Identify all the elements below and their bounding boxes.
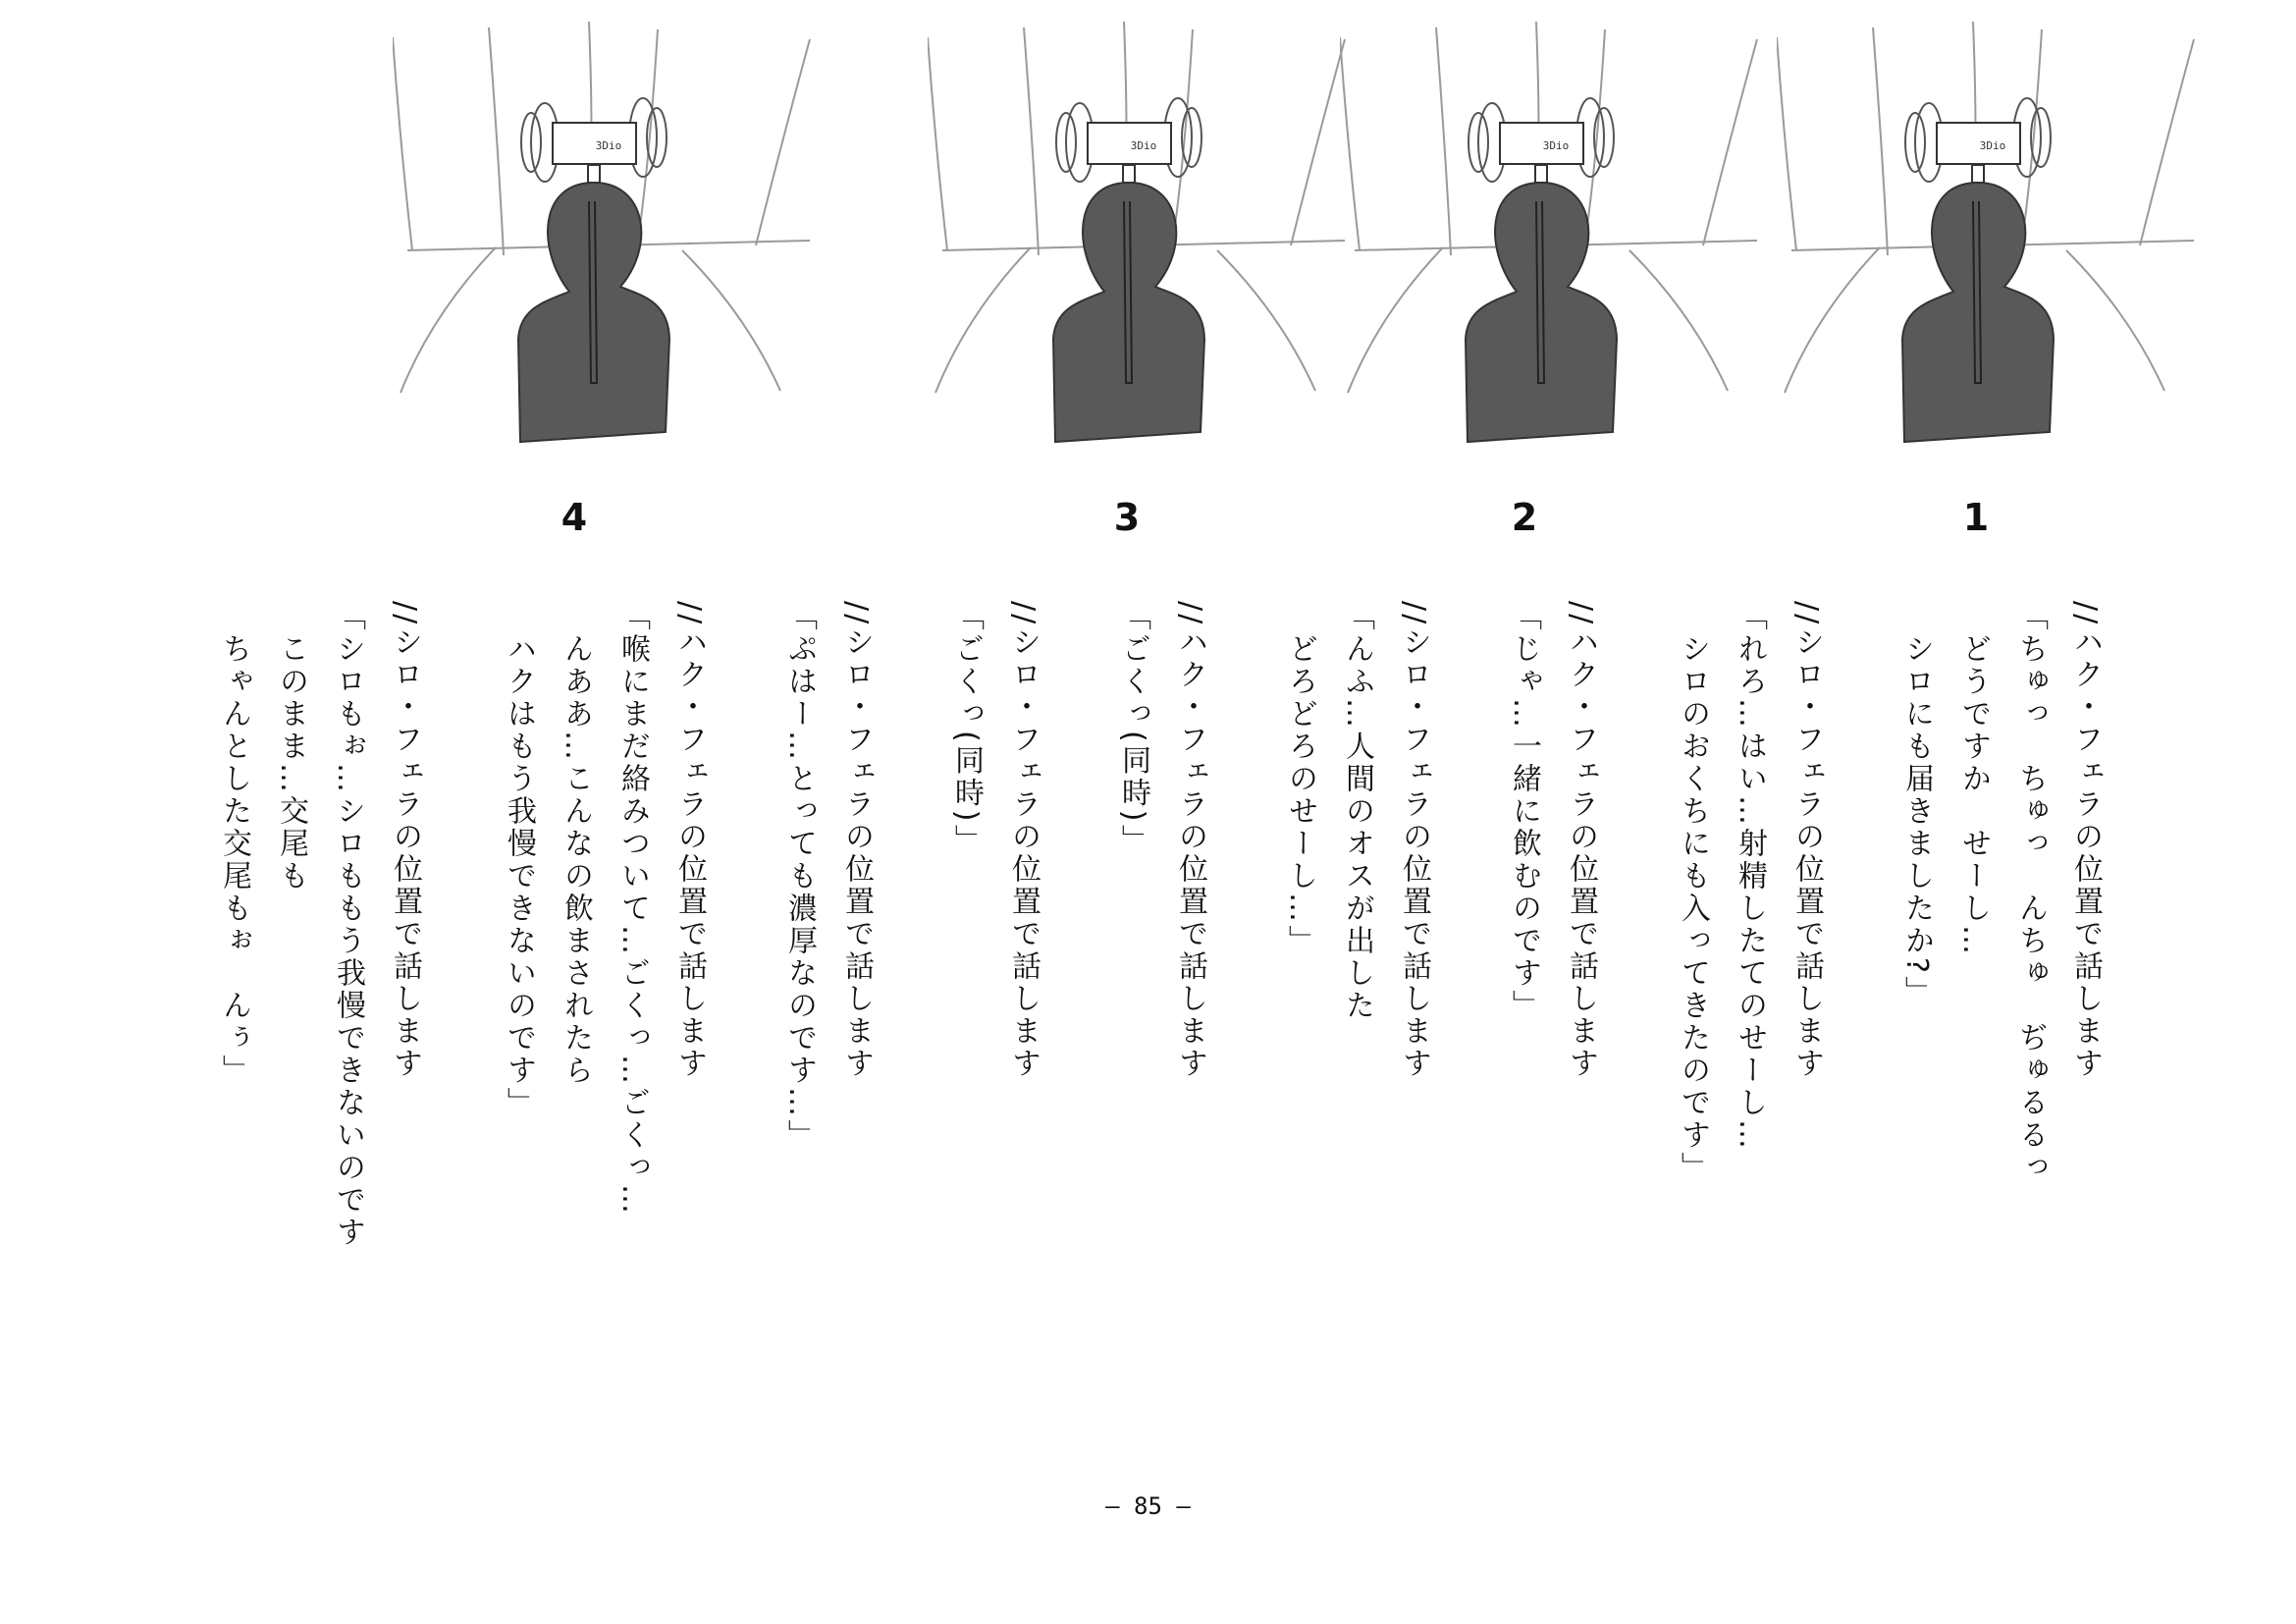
dialogue-line: 「じゃ…一緒に飲むのです」	[1507, 601, 1541, 1022]
dialogue-line: 「んふ…人間のオスが出した	[1340, 601, 1374, 1022]
stage-direction: //ハク・フェラの位置で話します	[1173, 601, 1207, 1081]
panel-4	[393, 0, 825, 461]
device-label: 3Dio	[1542, 139, 1570, 152]
page-number: ― 85 ―	[1105, 1492, 1191, 1520]
position-number-2: 2	[1511, 496, 1538, 539]
stage-direction: //ハク・フェラの位置で話します	[2068, 601, 2103, 1081]
dialogue-line: シロのおくちにも入ってきたのです」	[1676, 601, 1710, 1184]
device-label: 3Dio	[595, 139, 622, 152]
dialogue-line: 「ごくっ(同時)」	[949, 601, 984, 857]
dialogue-line: このまま…交尾も	[274, 601, 308, 893]
stage-direction: //シロ・フェラの位置で話します	[388, 601, 422, 1081]
position-number-4: 4	[561, 496, 588, 539]
dialogue-line: 「ぷはー…とっても濃厚なのです…」	[782, 601, 817, 1152]
dialogue-line: 「シロもぉ…シロももう我慢できないのです	[331, 601, 365, 1249]
dialogue-line: どろどろのせーし…」	[1283, 601, 1317, 957]
dialogue-line: どうですか せーし…	[1956, 601, 1991, 957]
device-label: 3Dio	[1979, 139, 2006, 152]
stage-direction: //シロ・フェラの位置で話します	[1789, 601, 1824, 1081]
dialogue-line: 「喉にまだ絡みついて…ごくっ…ごくっ…	[615, 601, 650, 1217]
stage-direction: //シロ・フェラの位置で話します	[1397, 601, 1431, 1081]
dialogue-line: 「ごくっ(同時)」	[1116, 601, 1150, 857]
position-number-3: 3	[1113, 496, 1141, 539]
panel-1	[1777, 0, 2209, 461]
dialogue-line: 「れろ…はい…射精したてのせーし…	[1733, 601, 1767, 1152]
panel-3	[928, 0, 1360, 461]
dialogue-line: んああ…こんなの飲まされたら	[559, 601, 593, 1087]
dialogue-line: シロにも届きましたか?」	[1899, 601, 1934, 1008]
stage-direction: //ハク・フェラの位置で話します	[672, 601, 707, 1081]
panel-2	[1340, 0, 1772, 461]
stage-direction: //シロ・フェラの位置で話します	[1006, 601, 1041, 1081]
dialogue-line: ハクはもう我慢できないのです」	[502, 601, 536, 1119]
stage-direction: //シロ・フェラの位置で話します	[839, 601, 874, 1081]
stage-direction: //ハク・フェラの位置で話します	[1564, 601, 1598, 1081]
device-label: 3Dio	[1130, 139, 1157, 152]
position-number-1: 1	[1962, 496, 1990, 539]
dialogue-line: ちゃんとした交尾もぉ んぅ」	[217, 601, 251, 1087]
dialogue-line: 「ちゅっ ちゅっ んちゅ ぢゅるるっ	[2013, 601, 2048, 1184]
